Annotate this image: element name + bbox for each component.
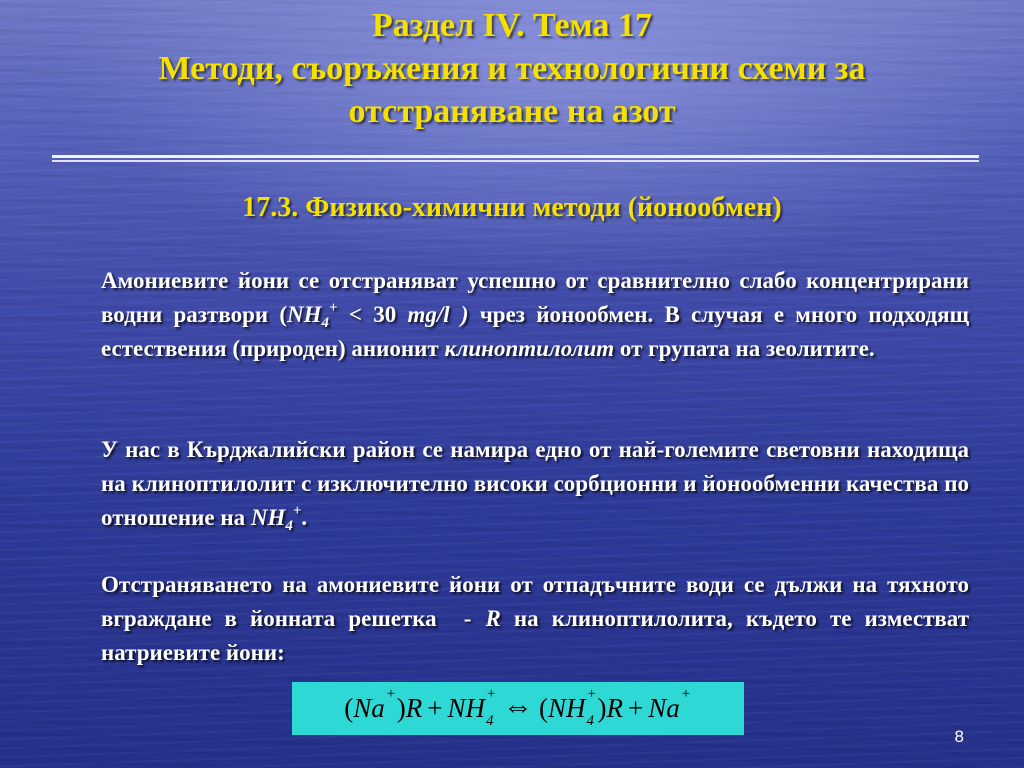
eq-plus-2: + — [628, 693, 644, 723]
eq-na-2-charge: + — [680, 686, 691, 702]
p1-text-a: Амониевите йони се отстраняват успешно от сравнително слабо концентрирани водни разтвори ( — [101, 268, 969, 327]
p3-text-b: на клиноптилолита, където те изместват натриевите йони: — [101, 606, 970, 665]
eq-open-paren-2: ( — [539, 693, 548, 723]
eq-nh-2-charge: + — [586, 686, 597, 702]
paragraph-ammonium-removal — [101, 264, 969, 366]
p1-nh: NH — [287, 302, 322, 327]
p2-nh-superscript: + — [292, 503, 302, 519]
p1-ammonium-formula — [287, 300, 338, 331]
p2-nh: NH — [250, 505, 286, 530]
title-divider-secondary — [52, 160, 979, 162]
p2-text-b: . — [301, 505, 308, 530]
eq-na-1-charge: + — [385, 686, 396, 702]
title-line-section: Раздел IV. Тема 17 — [372, 7, 652, 44]
eq-plus-1: + — [427, 693, 443, 723]
eq-close-paren-1: ) — [396, 693, 406, 723]
ion-exchange-equation — [292, 682, 744, 735]
eq-sodium-ion-2 — [648, 686, 691, 724]
p1-mineral-name: клиноптилолит — [444, 336, 615, 361]
paragraph-ion-exchange — [101, 568, 969, 670]
eq-ammonium-ion-1 — [447, 686, 497, 729]
eq-close-paren-2: ) — [597, 693, 607, 723]
slide-title — [40, 4, 984, 133]
p3-text-a: Отстраняването на амониевите йони от отпадъчните води се дължи на тяхното вграждане в йонната решетка — [101, 572, 969, 631]
p1-nh-superscript: + — [329, 300, 338, 316]
eq-na-1: Na — [353, 693, 385, 723]
title-line-topic-cont: отстраняване на азот — [348, 93, 676, 130]
eq-nh-1-index: 4 — [486, 713, 494, 729]
eq-sodium-ion-1 — [353, 686, 396, 724]
p1-unit: mg/l ) — [407, 302, 469, 327]
p2-nh-subscript: 4 — [285, 518, 293, 534]
title-line-topic: Методи, съоръжения и технологични схеми за — [158, 50, 866, 87]
p1-text-c: чрез йонообмен. В случая е много подходящ естествения (природен) анионит — [101, 302, 969, 361]
eq-r-2: R — [606, 693, 624, 723]
paragraph-kardzhali-deposit — [101, 433, 969, 535]
page-number: 8 — [954, 727, 964, 746]
p1-nh-subscript: 4 — [321, 315, 330, 331]
section-subtitle: 17.3. Физико-химични методи (йонообмен) — [242, 192, 782, 223]
title-divider — [52, 155, 979, 158]
p2-text-a: У нас в Кърджалийски район се намира едно от най-големите световни находища на клиноптилолит с изключително високи сорбционни и йонообменни качества по отношение на — [101, 437, 969, 530]
eq-nh-1: NH — [447, 693, 485, 723]
eq-r-1: R — [405, 693, 423, 723]
equilibrium-arrow-icon: ⇔ — [503, 689, 533, 723]
eq-ammonium-ion-2 — [548, 686, 597, 729]
p1-text-d: от групата на зеолитите. — [614, 336, 875, 361]
p2-ammonium-formula — [250, 503, 302, 534]
eq-nh-2: NH — [548, 693, 586, 723]
eq-open-paren-1: ( — [344, 693, 354, 723]
p3-dash: - — [463, 606, 472, 631]
p3-lattice-symbol: R — [485, 606, 501, 631]
eq-nh-2-index: 4 — [586, 713, 595, 729]
p1-text-b: < 30 — [337, 302, 408, 327]
eq-nh-1-charge: + — [486, 686, 497, 702]
eq-na-2: Na — [648, 693, 680, 723]
